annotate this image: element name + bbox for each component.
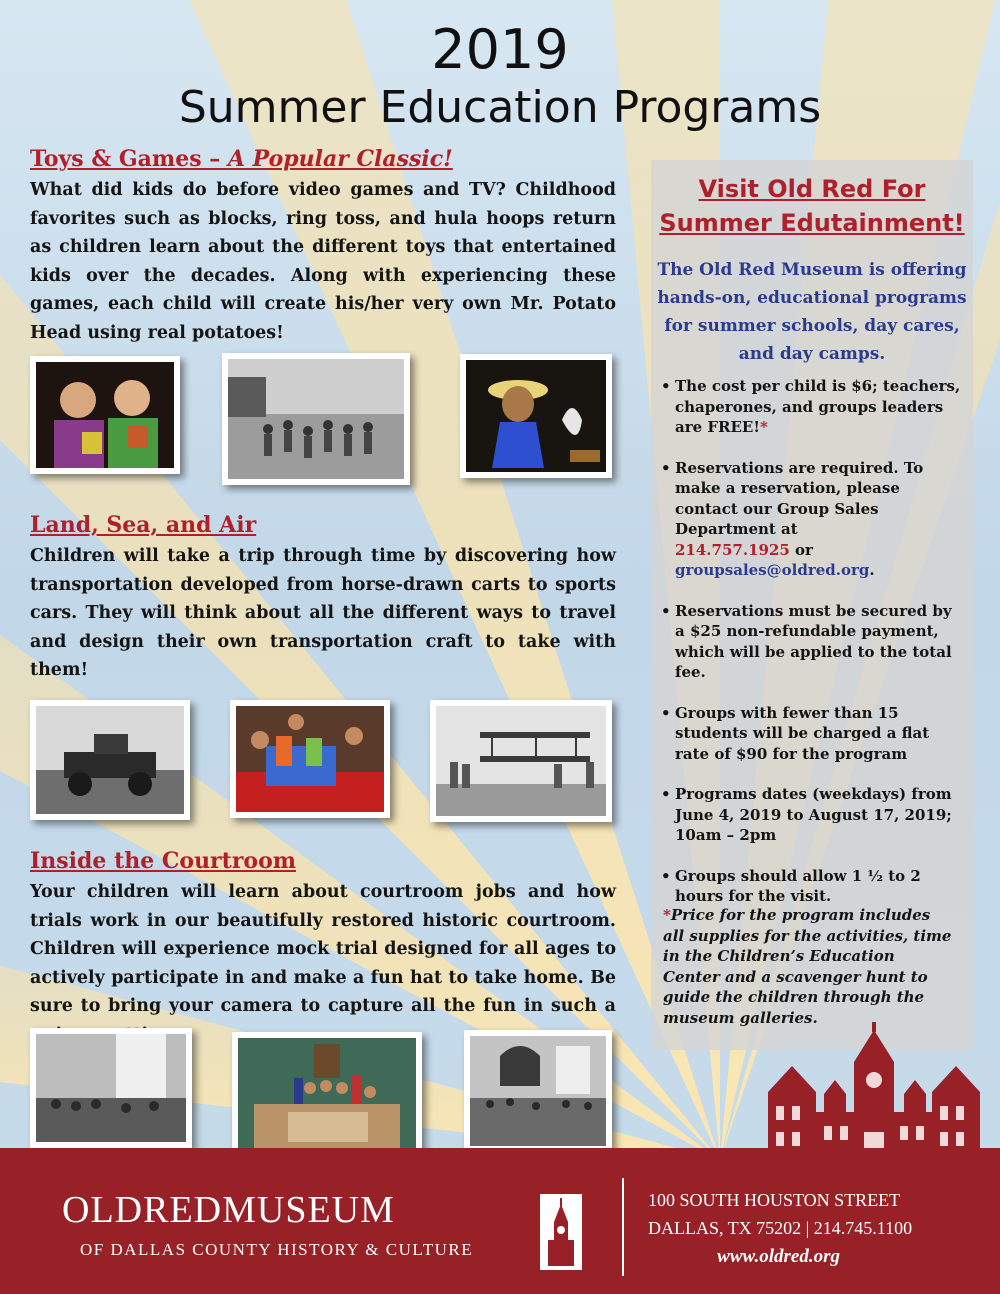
title-main: Summer Education Programs (178, 82, 822, 133)
sidebar-heading: Visit Old Red For Summer Edutainment! (659, 175, 965, 237)
bullet-cost: • The cost per child is $6; teachers, chaperones, and groups leaders are FREE!* (661, 376, 966, 438)
section-body-toys: What did kids do before video games and TV? Childhood favorites such as blocks, ring toss, and hula hoops return as children learn about the different toys that entertained kids over the decades. Along with experiencing these games, each child will create his/her very own Mr. Potato Head using real potatoes! (30, 180, 616, 343)
museum-logo-text: OLDREDMUSEUM (62, 1189, 395, 1231)
footer-address-city-phone: DALLAS, TX 75202 | 214.745.1100 (648, 1218, 913, 1238)
photo-kids-at-judge-bench (232, 1032, 422, 1158)
bullet-flat-rate: • Groups with fewer than 15 students will be charged a flat rate of $90 for the program (661, 703, 966, 765)
photo-historic-courtroom (30, 1028, 192, 1148)
museum-logo-subtitle: OF DALLAS COUNTY HISTORY & CULTURE (80, 1240, 474, 1259)
footer-website-link[interactable]: www.oldred.org (717, 1246, 840, 1267)
section-body-courtroom: Your children will learn about courtroom jobs and how trials work in our beautifully restored historic courtroom. Children will experience mock trial designed for all ages to actively participate in and make a fun hat to take home. Be sure to bring your camera to capture all the fun in such a (30, 882, 616, 1016)
section-body-land-sea-air: Children will take a trip through time by discovering how transportation developed from horse-drawn carts to sports cars. They will think about all the different ways to travel and design their own transportation craft to take with them! (30, 546, 616, 680)
photo-early-airplane (430, 700, 612, 822)
footer-banner (0, 1148, 1000, 1294)
photo-courtroom-trial-historic (464, 1030, 612, 1152)
photo-antique-car (30, 700, 190, 820)
photo-children-playing-historic (222, 353, 410, 485)
bullet-dates: • Programs dates (weekdays) from June 4, 2019 to August 17, 2019; 10am – 2pm (661, 784, 966, 846)
phone-link[interactable]: 214.757.1925 (675, 540, 790, 559)
sidebar-bullet-list (661, 376, 966, 927)
photo-girls-toys (30, 356, 180, 474)
section-heading-land-sea-air: Land, Sea, and Air (30, 512, 257, 538)
photo-potato-head-craft (460, 354, 612, 478)
section-heading-courtroom: Inside the Courtroom (30, 848, 297, 874)
photo-kids-transport-craft (230, 700, 390, 818)
bullet-duration: • Groups should allow 1 ½ to 2 hours for the visit. (661, 866, 966, 907)
title-year: 2019 (431, 18, 569, 81)
section-heading-toys: Toys & Games – A Popular Classic! (30, 146, 453, 172)
sidebar-info-panel (651, 160, 973, 1050)
footer-address-street: 100 SOUTH HOUSTON STREET (648, 1190, 901, 1210)
sidebar-intro: The Old Red Museum is offering hands-on, educational programs for summer schools, day cares, and day camps. (657, 260, 967, 364)
email-link[interactable]: groupsales@oldred.org (675, 561, 870, 579)
bullet-reservations: • Reservations are required. To make a reservation, please contact our Group Sales Department at 214.757.1925 or groupsales@oldred.org. (661, 458, 966, 581)
bullet-payment: • Reservations must be secured by a $25 non-refundable payment, which will be applied to the total fee. (661, 601, 966, 683)
sidebar-price-note: *Price for the program includes all supplies for the activities, time in the Children’s Education Center and a scavenger hunt to guide the children through the museum galleries. (663, 906, 952, 1027)
